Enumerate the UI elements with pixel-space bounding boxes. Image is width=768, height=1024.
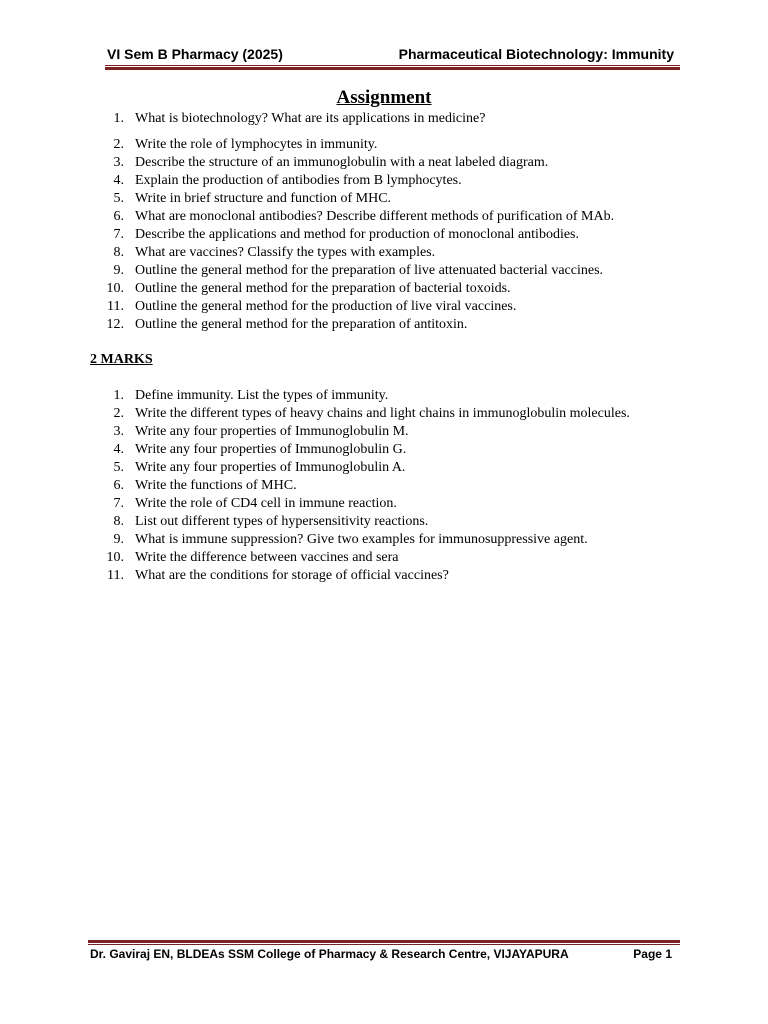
item-text: What are the conditions for storage of official vaccines? <box>135 568 449 583</box>
item-number: 2. <box>113 137 124 152</box>
item-text: What are monoclonal antibodies? Describe different methods of purification of MAb. <box>135 209 615 224</box>
item-number: 1. <box>113 111 124 126</box>
item-number: 5. <box>113 460 124 475</box>
item-text: Write any four properties of Immunoglobulin G. <box>135 442 407 457</box>
section-heading: 2 MARKS <box>90 352 153 367</box>
page-number: Page 1 <box>633 947 672 961</box>
item-text: Write the different types of heavy chains and light chains in immunoglobulin molecules. <box>135 406 630 421</box>
footer-rule-thick <box>88 940 680 943</box>
item-number: 6. <box>113 478 124 493</box>
header-rule-thin <box>105 65 680 66</box>
item-text: Describe the applications and method for production of monoclonal antibodies. <box>135 227 579 242</box>
item-number: 1. <box>113 388 124 403</box>
footer-author: Dr. Gaviraj EN, BLDEAs SSM College of Pharmacy & Research Centre, VIJAYAPURA <box>90 947 569 961</box>
page-title: Assignment <box>336 87 432 108</box>
item-number: 10. <box>106 281 124 296</box>
item-number: 12. <box>106 317 124 332</box>
item-number: 7. <box>113 496 124 511</box>
item-number: 6. <box>113 209 124 224</box>
item-text: Outline the general method for the preparation of live attenuated bacterial vaccines. <box>135 263 604 278</box>
item-text: List out different types of hypersensitivity reactions. <box>135 514 429 529</box>
item-text: Write the role of lymphocytes in immunity. <box>135 137 378 152</box>
item-number: 2. <box>113 406 124 421</box>
header-subject: Pharmaceutical Biotechnology: Immunity <box>398 46 674 62</box>
item-number: 7. <box>113 227 124 242</box>
item-number: 5. <box>113 191 124 206</box>
item-text: Write any four properties of Immunoglobulin M. <box>135 424 409 439</box>
item-text: Write the functions of MHC. <box>135 478 297 493</box>
item-number: 8. <box>113 245 124 260</box>
item-text: Outline the general method for the production of live viral vaccines. <box>135 299 517 314</box>
item-number: 4. <box>113 442 124 457</box>
item-number: 9. <box>113 532 124 547</box>
item-number: 3. <box>113 155 124 170</box>
item-text: What is immune suppression? Give two examples for immunosuppressive agent. <box>135 532 588 547</box>
item-text: Write the role of CD4 cell in immune reaction. <box>135 496 397 511</box>
item-text: What are vaccines? Classify the types with examples. <box>135 245 436 260</box>
item-number: 11. <box>107 568 124 583</box>
header-rule-thick <box>105 67 680 70</box>
header-course: VI Sem B Pharmacy (2025) <box>107 46 283 62</box>
item-text: Outline the general method for the preparation of bacterial toxoids. <box>135 281 511 296</box>
item-text: Write any four properties of Immunoglobulin A. <box>135 460 406 475</box>
item-text: Write the difference between vaccines and sera <box>135 550 399 565</box>
item-text: Explain the production of antibodies from B lymphocytes. <box>135 173 462 188</box>
item-text: What is biotechnology? What are its applications in medicine? <box>135 111 486 126</box>
page-footer <box>90 947 672 965</box>
item-text: Write in brief structure and function of MHC. <box>135 191 392 206</box>
item-number: 4. <box>113 173 124 188</box>
item-text: Outline the general method for the preparation of antitoxin. <box>135 317 468 332</box>
footer-rule-thin <box>88 944 680 945</box>
page-header <box>90 44 680 64</box>
item-text: Define immunity. List the types of immunity. <box>135 388 389 403</box>
item-number: 9. <box>113 263 124 278</box>
item-text: Describe the structure of an immunoglobulin with a neat labeled diagram. <box>135 155 549 170</box>
item-number: 11. <box>107 299 124 314</box>
item-number: 8. <box>113 514 124 529</box>
item-number: 3. <box>113 424 124 439</box>
item-number: 10. <box>106 550 124 565</box>
